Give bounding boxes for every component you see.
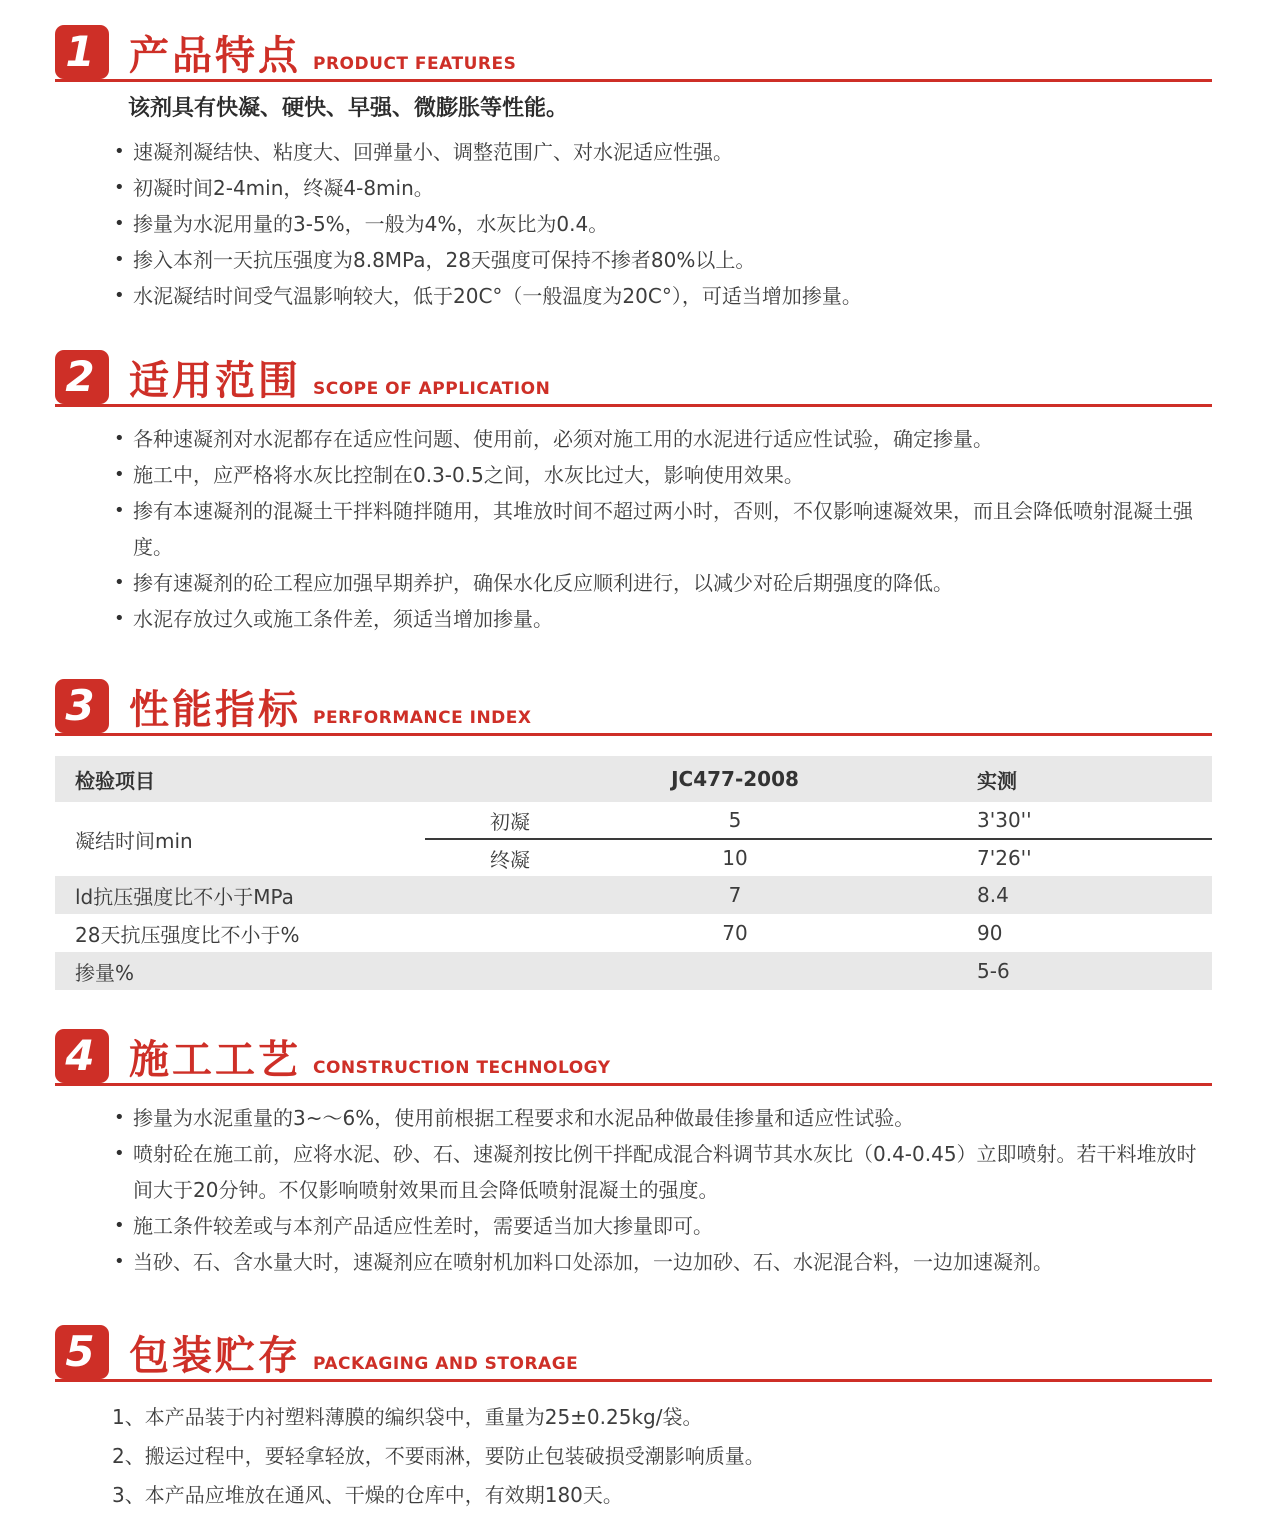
section-body [112, 1398, 1212, 1514]
table-cell: ld抗压强度比不小于MPa [75, 884, 294, 909]
list-item: • 初凝时间2-4min，终凝4-8min。 [133, 170, 1212, 206]
table-cell: 初凝 [490, 809, 530, 834]
section-body [112, 421, 1212, 637]
list-item: • 速凝剂凝结快、粘度大、回弹量小、调整范围广、对水泥适应性强。 [133, 134, 1212, 170]
list-item: 2、搬运过程中，要轻拿轻放，不要雨淋，要防止包装破损受潮影响质量。 [112, 1444, 765, 1468]
list-item: • 水泥存放过久或施工条件差，须适当增加掺量。 [133, 601, 1212, 637]
list-item: • 施工中，应严格将水灰比控制在0.3-0.5之间，水灰比过大，影响使用效果。 [133, 457, 1212, 493]
table-cell: 10 [722, 846, 748, 870]
table-header-standard: JC477-2008 [671, 767, 799, 791]
table-cell: 凝结时间min [75, 828, 193, 853]
section-number-badge: 1 [55, 25, 109, 79]
bullet-list [112, 134, 1212, 314]
section-title-en: CONSTRUCTION TECHNOLOGY [313, 1058, 611, 1078]
section-number-badge: 4 [55, 1029, 109, 1083]
list-item: • 掺入本剂一天抗压强度为8.8MPa，28天强度可保持不掺者80%以上。 [133, 242, 1212, 278]
list-item: • 施工条件较差或与本剂产品适应性差时，需要适当加大掺量即可。 [133, 1208, 1212, 1244]
section-body [112, 92, 1212, 314]
section-construction-technology [55, 1029, 1212, 1280]
section-header [55, 25, 1212, 82]
table-group-rows [425, 802, 1212, 876]
table-cell: 7'26'' [977, 846, 1032, 870]
intro-statement: 该剂具有快凝、硬快、早强、微膨胀等性能。 [128, 96, 569, 121]
list-item: 1、本产品装于内衬塑料薄膜的编织袋中，重量为25±0.25kg/袋。 [112, 1405, 703, 1429]
numbered-list [112, 1398, 1212, 1514]
section-title-zh: 产品特点 [129, 33, 301, 79]
list-item: 3、本产品应堆放在通风、干燥的仓库中，有效期180天。 [112, 1483, 623, 1507]
performance-table [55, 756, 1212, 990]
table-row [425, 840, 1212, 876]
section-number-badge: 2 [55, 350, 109, 404]
section-title-zh: 施工工艺 [129, 1037, 301, 1083]
list-item: • 掺有速凝剂的砼工程应加强早期养护，确保水化反应顺利进行，以减少对砼后期强度的降低。 [133, 565, 1212, 601]
section-performance-index [55, 679, 1212, 990]
table-row [425, 802, 1212, 838]
table-header-item: 检验项目 [75, 768, 155, 793]
table-cell: 90 [977, 921, 1003, 945]
table-cell: 8.4 [977, 883, 1009, 907]
section-title-en: PERFORMANCE INDEX [313, 708, 532, 728]
table-cell: 70 [722, 921, 748, 945]
section-title-en: PACKAGING AND STORAGE [313, 1354, 579, 1374]
section-title-en: SCOPE OF APPLICATION [313, 379, 551, 399]
section-packaging-and-storage [55, 1325, 1212, 1514]
section-title-zh: 包装贮存 [129, 1333, 301, 1379]
section-number-badge: 5 [55, 1325, 109, 1379]
table-header-measured: 实测 [977, 768, 1017, 793]
section-header [55, 1325, 1212, 1382]
section-header [55, 1029, 1212, 1086]
list-item: • 各种速凝剂对水泥都存在适应性问题、使用前，必须对施工用的水泥进行适应性试验，确定掺量。 [133, 421, 1212, 457]
table-cell: 3'30'' [977, 808, 1032, 832]
section-scope-of-application [55, 350, 1212, 637]
section-header [55, 679, 1212, 736]
bullet-list [112, 1100, 1212, 1280]
section-body [112, 1100, 1212, 1280]
list-item: • 掺有本速凝剂的混凝土干拌料随拌随用，其堆放时间不超过两小时，否则，不仅影响速凝效果，而且会降低喷射混凝土强度。 [133, 493, 1212, 565]
table-row [55, 952, 1212, 990]
section-number-badge: 3 [55, 679, 109, 733]
table-cell: 5 [728, 808, 742, 832]
table-header-row [55, 756, 1212, 802]
list-item: • 当砂、石、含水量大时，速凝剂应在喷射机加料口处添加，一边加砂、石、水泥混合料，一边加速凝剂。 [133, 1244, 1212, 1280]
table-row [55, 876, 1212, 914]
section-title-zh: 适用范围 [129, 358, 301, 404]
list-item: • 掺量为水泥用量的3-5%，一般为4%，水灰比为0.4。 [133, 206, 1212, 242]
list-item: • 喷射砼在施工前，应将水泥、砂、石、速凝剂按比例干拌配成混合料调节其水灰比（0.4-0.45）立即喷射。若干料堆放时间大于20分钟。不仅影响喷射效果而且会降低喷射混凝土的强度。 [133, 1136, 1212, 1208]
section-title-en: PRODUCT FEATURES [313, 54, 517, 74]
list-item: • 掺量为水泥重量的3~～6%，使用前根据工程要求和水泥品种做最佳掺量和适应性试验。 [133, 1100, 1212, 1136]
section-product-features [55, 25, 1212, 314]
table-cell: 终凝 [490, 847, 530, 872]
table-cell: 掺量% [75, 960, 135, 985]
bullet-list [112, 421, 1212, 637]
table-row [55, 914, 1212, 952]
table-cell: 7 [728, 883, 742, 907]
section-header [55, 350, 1212, 407]
table-group-setting-time [55, 802, 1212, 876]
section-title-zh: 性能指标 [129, 687, 301, 733]
table-cell: 28天抗压强度比不小于% [75, 922, 300, 947]
table-cell: 5-6 [977, 959, 1010, 983]
list-item: • 水泥凝结时间受气温影响较大，低于20C°（一般温度为20C°），可适当增加掺量。 [133, 278, 1212, 314]
